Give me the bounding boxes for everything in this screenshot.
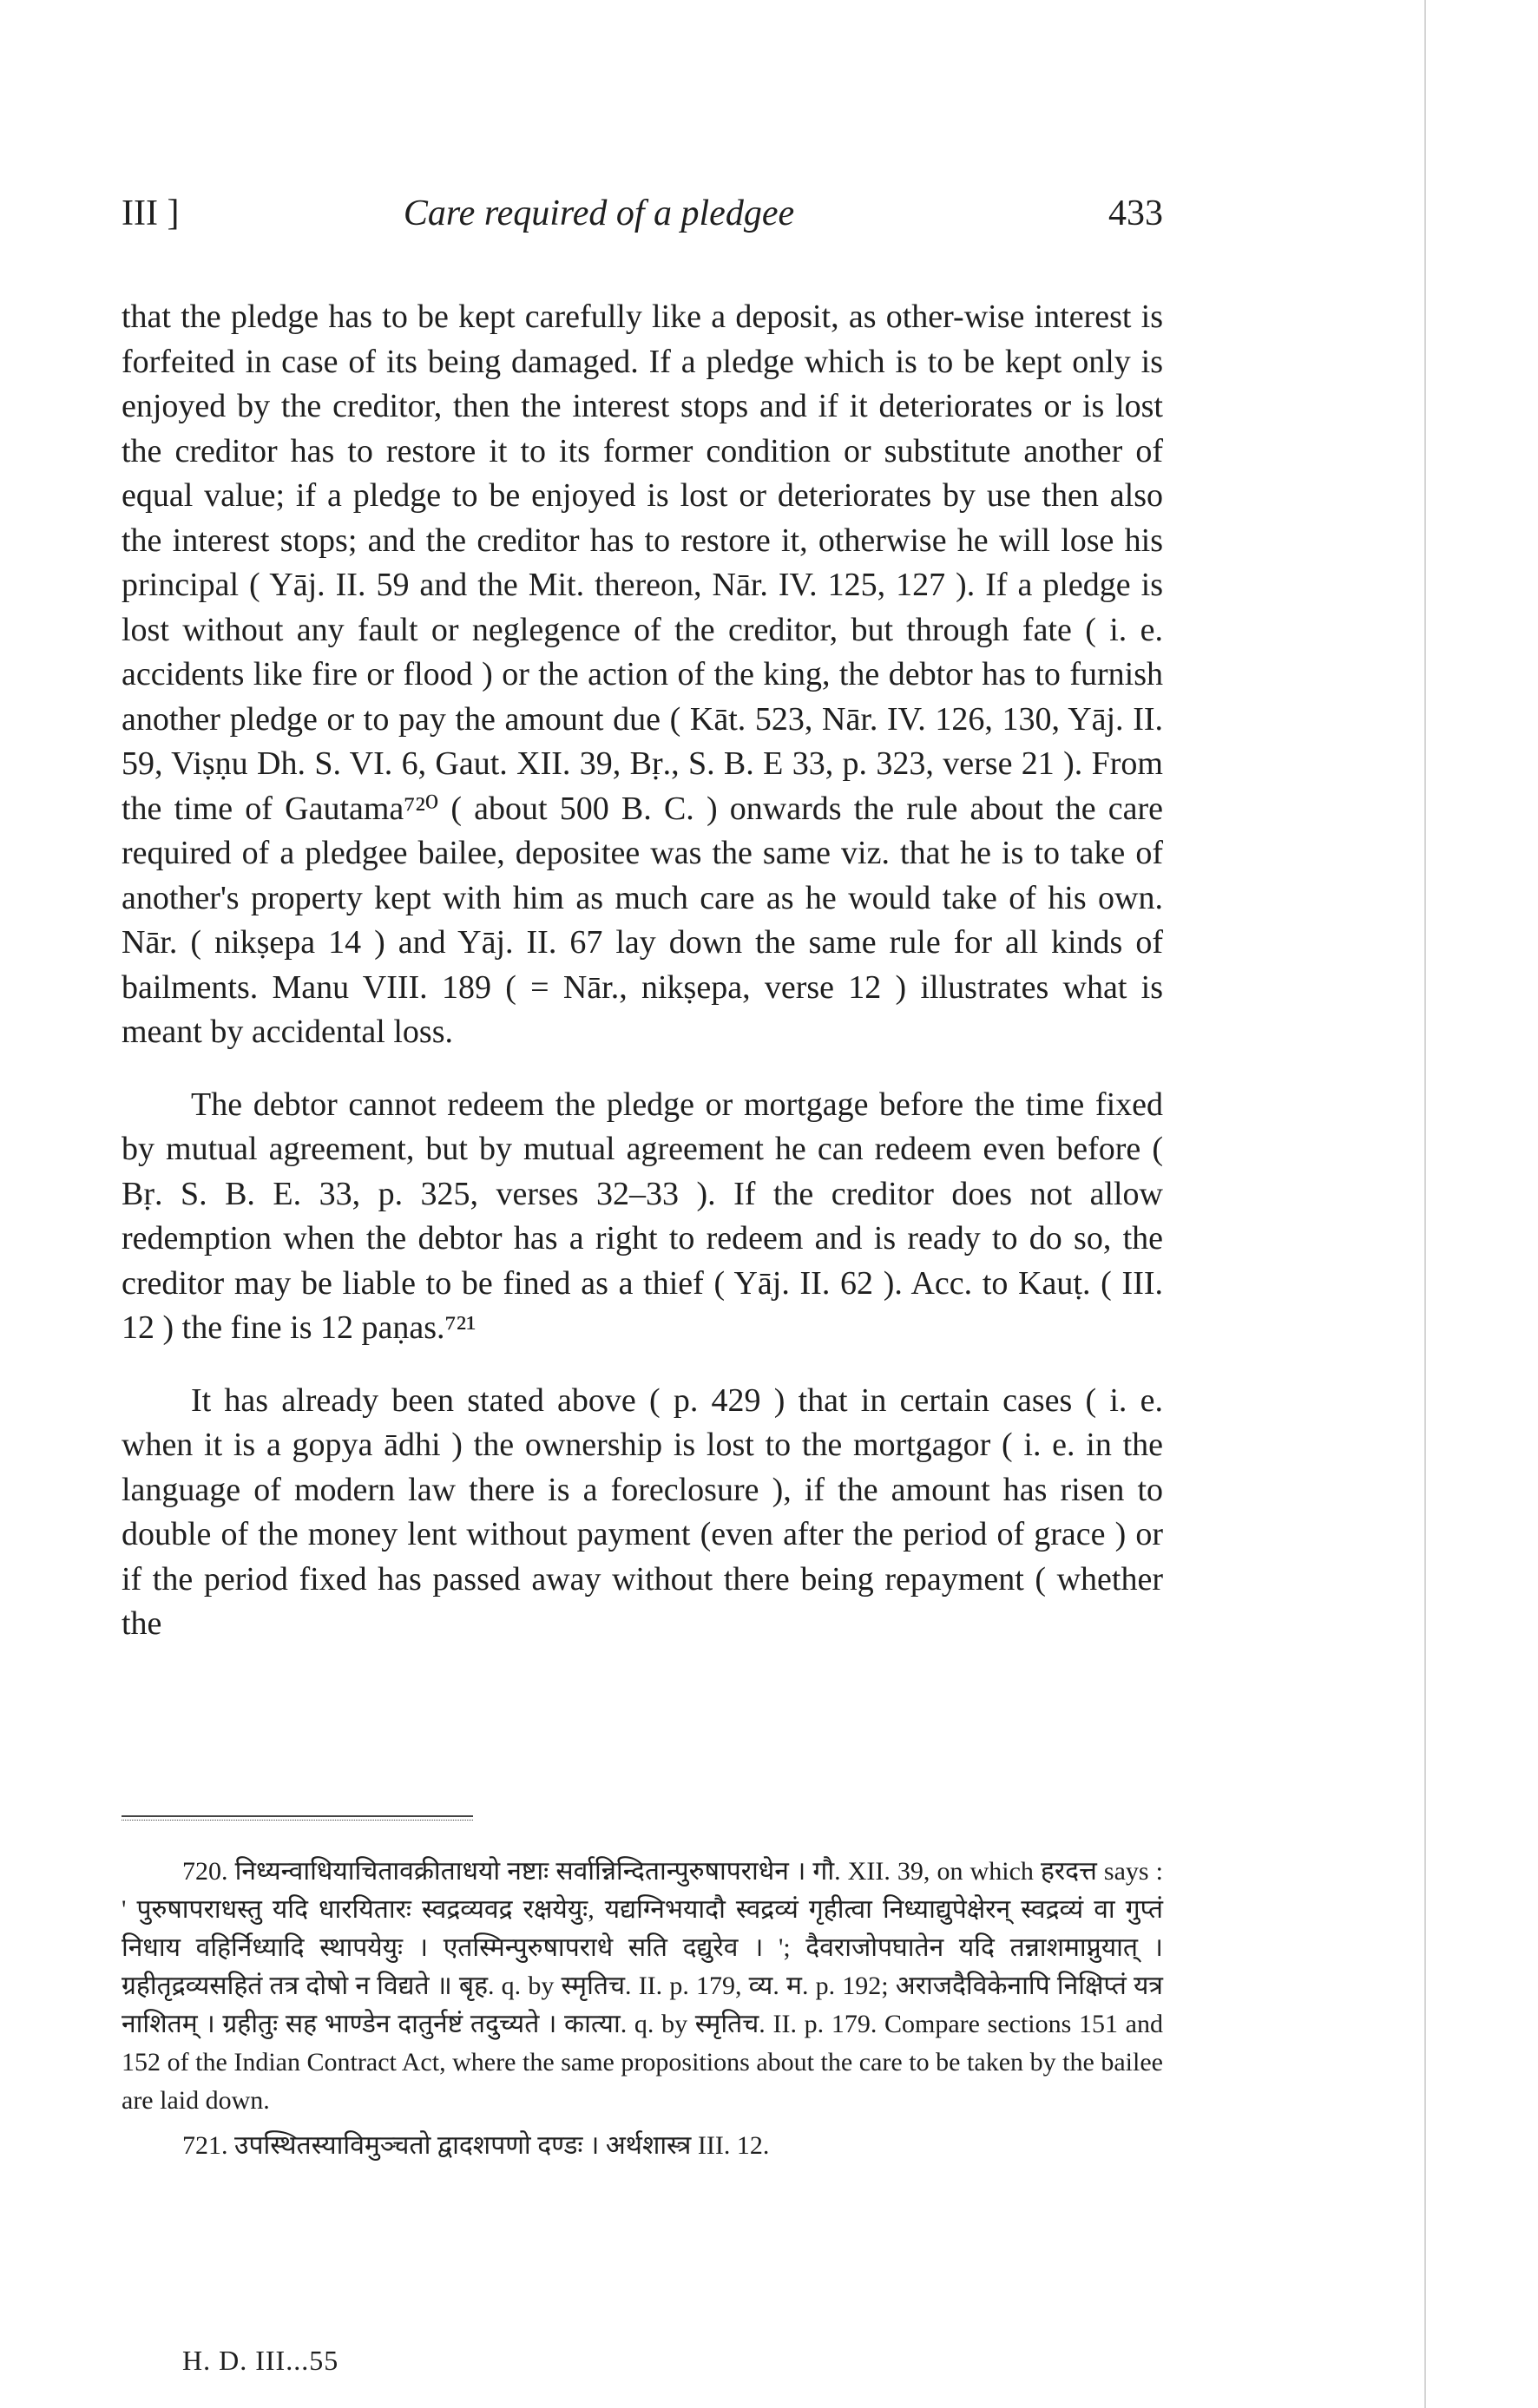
page-header — [122, 193, 1163, 245]
footnotes — [122, 1853, 1163, 2165]
footnote-720: 720. निध्यन्वाधियाचितावक्रीताधयो नष्टाः सर्वान्निन्दितान्पुरुषापराधेन । गौ. XII. 39, on which हरदत्त says : ' पुरुषापराधस्तु यदि धारयितारः स्वद्रव्यवद्र रक्षयेयुः, यद्यग्निभयादौ स्वद्रव्यं गृहीत्वा निध्याद्युपेक्षेरन् स्वद्रव्यं वा गुप्तं निधाय वहिर्निध्यादि स्थापयेयुः । एतस्मिन्पुरुषापराधे सति दद्युरेव । '; दैवराजोपघातेन यदि तन्नाशमाप्नुयात् । ग्रहीतृद्रव्यसहितं तत्र दोषो न विद्यते ॥ बृह. q. by स्मृतिच. II. p. 179, व्य. म. p. 192; अराजदैविकेनापि निक्षिप्तं यत्र नाशितम् । ग्रहीतुः सह भाण्डेन दातुर्नष्टं तदुच्यते । कात्या. q. by स्मृतिच. II. p. 179. Compare sections 151 and 152 of the Indian Contract Act, where the same propositions about the care to be taken by the bailee are laid down. — [122, 1857, 1163, 2115]
footnote-721: 721. उपस्थितस्याविमुञ्चतो द्वादशपणो दण्डः । अर्थशास्त्र III. 12. — [182, 2131, 770, 2160]
printer-signature: H. D. III...55 — [182, 2345, 339, 2376]
main-text — [122, 295, 1163, 1647]
running-title: Care required of a pledgee — [403, 194, 795, 233]
page-edge-line — [1424, 0, 1426, 2408]
page-number: 433 — [1108, 194, 1163, 233]
footnote-separator — [122, 1815, 473, 1821]
paragraph-3: It has already been stated above ( p. 429 ) that in certain cases ( i. e. when it is a gopya ādhi ) the ownership is lost to the mortgagor ( i. e. in the language of modern law there is a foreclosure ), if the amount has risen to double of the money lent without payment (even after the period of grace ) or if the period fixed has passed away without there being repayment ( whether the — [122, 1381, 1163, 1642]
paragraph-2: The debtor cannot redeem the pledge or mortgage before the time fixed by mutual agreement, but by mutual agreement he can redeem even before ( Bṛ. S. B. E. 33, p. 325, verses 32–33 ). If the creditor does not allow redemption when the debtor has a right to redeem and is ready to do so, the creditor may be liable to be fined as a thief ( Yāj. II. 62 ). Acc. to Kauṭ. ( III. 12 ) the fine is 12 paṇas.⁷²¹ — [122, 1086, 1163, 1346]
paragraph-1: that the pledge has to be kept carefully like a deposit, as other-wise interest is forfeited in case of its being damaged. If a pledge which is to be kept only is enjoyed by the creditor, then the interest stops and if it deteriorates or is lost the creditor has to restore it to its former condition or substitute another of equal value; if a pledge to be enjoyed is lost or deteriorates by use then also the interest stops; and the creditor has to restore it, otherwise he will lose his principal ( Yāj. II. 59 and the Mit. thereon, Nār. IV. 125, 127 ). If a pledge is lost without any fault or neglegence of the creditor, but through fate ( i. e. accidents like fire or flood ) or the action of the king, the debtor has to furnish another pledge or to pay the amount due ( Kāt. 523, Nār. IV. 126, 130, Yāj. II. 59, Viṣṇu Dh. S. VI. 6, Gaut. XII. 39, Bṛ., S. B. E 33, p. 323, verse 21 ). From the time of Gautama⁷²⁰ ( about 500 B. C. ) onwards the rule about the care required of a pledgee bailee, depositee was the same viz. that he is to take of another's property kept with him as much care as he would take of his own. Nār. ( nikṣepa 14 ) and Yāj. II. 67 lay down the same rule for all kinds of bailments. Manu VIII. 189 ( = Nār., nikṣepa, verse 12 ) illustrates what is meant by accidental loss. — [122, 299, 1163, 1050]
chapter-marker: III ] — [122, 194, 180, 233]
